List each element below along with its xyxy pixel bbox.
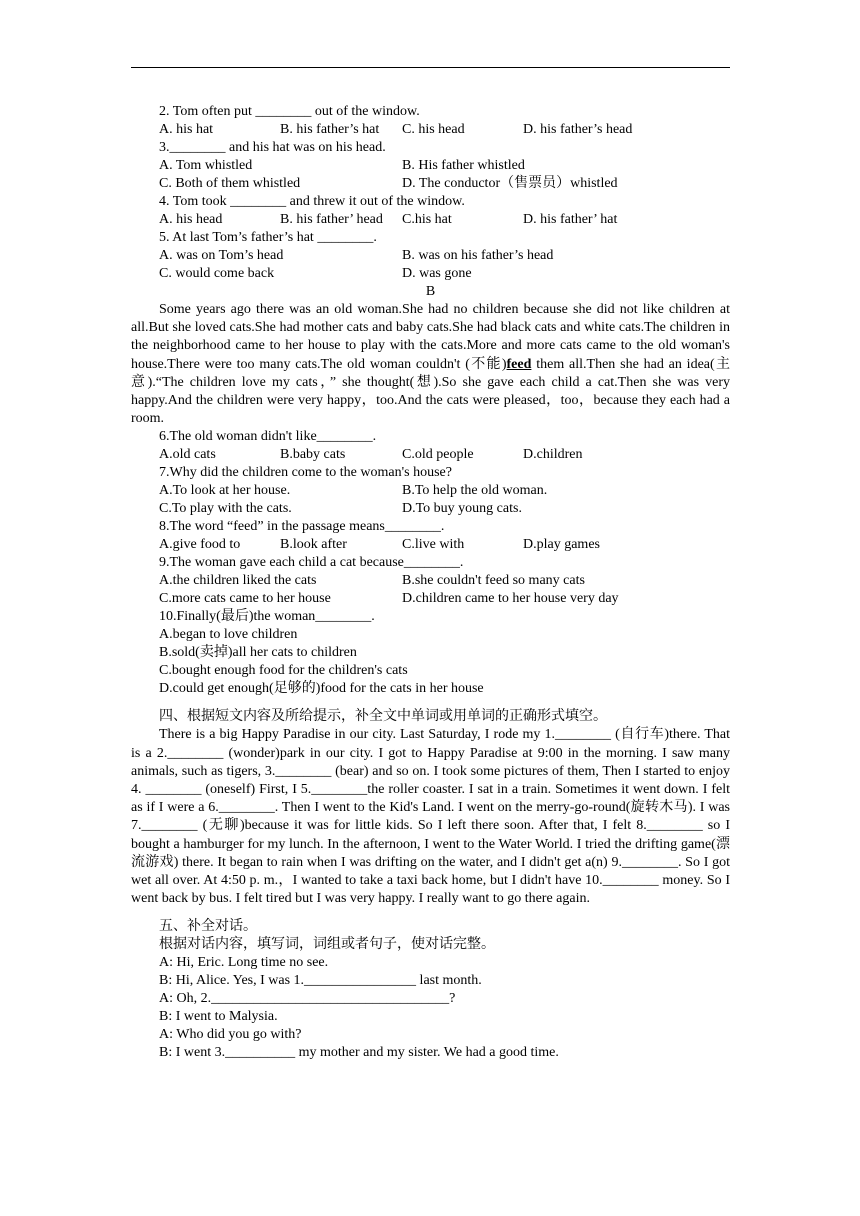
question-6-stem: 6.The old woman didn't like________. [159, 429, 377, 445]
option-d: D. was gone [402, 266, 472, 281]
option-a: A.give food to [159, 537, 241, 553]
option-d: D. his father’ hat [523, 212, 618, 227]
section-5-instruction: 根据对话内容，填写词，词组或者句子，使对话完整。 [159, 937, 495, 953]
question-2-stem: 2. Tom often put ________ out of the window. [159, 104, 420, 119]
question-3-options-cd [131, 175, 730, 193]
dialogue-line: B: I went to Malysia. [159, 1009, 278, 1025]
option-c: C.old people [402, 447, 474, 463]
option-c: C.bought enough food for the children's cats [159, 663, 408, 679]
passage-b-label: B [425, 284, 436, 299]
option-c: C. his head [402, 122, 465, 137]
option-c: C. Both of them whistled [159, 176, 301, 191]
option-b: B. was on his father’s head [402, 248, 554, 263]
question-2-options [131, 121, 730, 139]
dialogue-line: B: Hi, Alice. Yes, I was 1.________________ last month. [159, 973, 482, 989]
passage-b-bold-word: feed [506, 356, 532, 372]
option-b: B. his father’ head [280, 212, 383, 227]
passage-b-text-after: them all.Then she had an idea(主意).“The children love my cats，” she thought(想).So she gave each child a cat.Then she was very happy.And the children were very happy，too.And the cats were pleased，too，because they each had a room. [131, 356, 730, 427]
option-b: B.look after [280, 537, 347, 553]
option-b: B. His father whistled [402, 158, 525, 173]
dialogue-line: A: Hi, Eric. Long time no see. [159, 955, 329, 971]
option-b: B.she couldn't feed so many cats [402, 573, 585, 589]
option-b: B.sold(卖掉)all her cats to children [159, 645, 357, 661]
option-d: D. The conductor（售票员）whistled [402, 176, 618, 191]
question-8-stem: 8.The word “feed” in the passage means________. [159, 519, 445, 535]
option-a: A. Tom whistled [159, 158, 253, 173]
section-5-heading: 五、补全对话。 [159, 919, 257, 935]
spacer [131, 698, 730, 708]
question-4-stem: 4. Tom took ________ and threw it out of the window. [159, 194, 465, 209]
option-c: C.To play with the cats. [159, 501, 292, 517]
question-7-options-ab [131, 482, 730, 500]
question-4-options [131, 211, 730, 229]
question-5-options-cd [131, 265, 730, 283]
passage-b-text [131, 301, 730, 428]
question-3-stem: 3.________ and his hat was on his head. [159, 140, 386, 155]
section-4-passage: There is a big Happy Paradise in our city. Last Saturday, I rode my 1.________ (自行车)there. That is a 2.________ (wonder)park in our city. I got to Happy Paradise at 9:00 in the morning. I saw many animals, such as tigers, 3.________ (bear) and so on. I took some pictures of them, Then I started to enjoy 4. ________ (oneself) First, I 5.________the roller coaster. I sat in a train. Sometimes it went down. I felt as if I were a 6.________. Then I went to the Kid's Land. I went on the merry-go-round(旋转木马). I was 7.________ (无聊)because it was for little kids. So I left there soon. After that, I felt 8.________ so I bought a hamburger for my lunch. In the afternoon, I went to the Water World. I tried the drifting game(漂流游戏) there. It began to rain when I was drifting on the water, and I didn't get a(n) 9.________. So I got wet all over. At 4:50 p. m.，I wanted to take a taxi back home, but I didn't have 10.________ money. So I went back by bus. I felt tired but I was very happy. I really want to go there again. [131, 727, 730, 907]
option-a: A.began to love children [159, 627, 298, 643]
question-3-options-ab [131, 157, 730, 175]
option-d: D.children came to her house very day [402, 591, 619, 607]
option-c: C. would come back [159, 266, 275, 281]
option-a: A. his hat [159, 122, 214, 137]
question-8-options [131, 536, 730, 554]
option-a: A. his head [159, 212, 223, 227]
question-5-stem: 5. At last Tom’s father’s hat ________. [159, 230, 377, 245]
question-10-stem: 10.Finally(最后)the woman________. [159, 609, 375, 625]
section-4-heading: 四、根据短文内容及所给提示，补全文中单词或用单词的正确形式填空。 [159, 709, 607, 725]
option-c: C.his hat [402, 212, 452, 227]
option-c: C.more cats came to her house [159, 591, 331, 607]
option-d: D.To buy young cats. [402, 501, 522, 517]
option-b: B.baby cats [280, 447, 346, 463]
option-d: D.play games [523, 537, 600, 553]
option-b: B.To help the old woman. [402, 483, 548, 499]
option-b: B. his father’s hat [280, 122, 380, 137]
option-a: A.the children liked the cats [159, 573, 317, 589]
option-c: C.live with [402, 537, 465, 553]
question-9-options-cd [131, 590, 730, 608]
dialogue-line: A: Oh, 2.__________________________________? [159, 991, 456, 1007]
header-rule [131, 67, 730, 68]
document-body [131, 103, 730, 1062]
option-d: D. his father’s head [523, 122, 633, 137]
option-a: A. was on Tom’s head [159, 248, 284, 263]
option-a: A.old cats [159, 447, 216, 463]
passage-b-text-before: Some years ago there was an old woman.She had no children because she did not like children at all.But she loved cats.She had mother cats and baby cats.She had black cats and white cats.The children in the neighborhood came to her house to play with the cats.More and more cats came to the old woman's house.There were too many cats.The old woman couldn't (不能) [131, 302, 730, 372]
option-d: D.children [523, 447, 583, 463]
question-5-options-ab [131, 247, 730, 265]
dialogue-line: B: I went 3.__________ my mother and my sister. We had a good time. [159, 1045, 559, 1061]
option-d: D.could get enough(足够的)food for the cats in her house [159, 681, 484, 697]
question-9-stem: 9.The woman gave each child a cat because________. [159, 555, 464, 571]
dialogue-line: A: Who did you go with? [159, 1027, 302, 1043]
question-9-options-ab [131, 572, 730, 590]
question-6-options [131, 446, 730, 464]
question-7-stem: 7.Why did the children come to the woman's house? [159, 465, 452, 481]
option-a: A.To look at her house. [159, 483, 291, 499]
question-7-options-cd [131, 500, 730, 518]
spacer [131, 908, 730, 918]
